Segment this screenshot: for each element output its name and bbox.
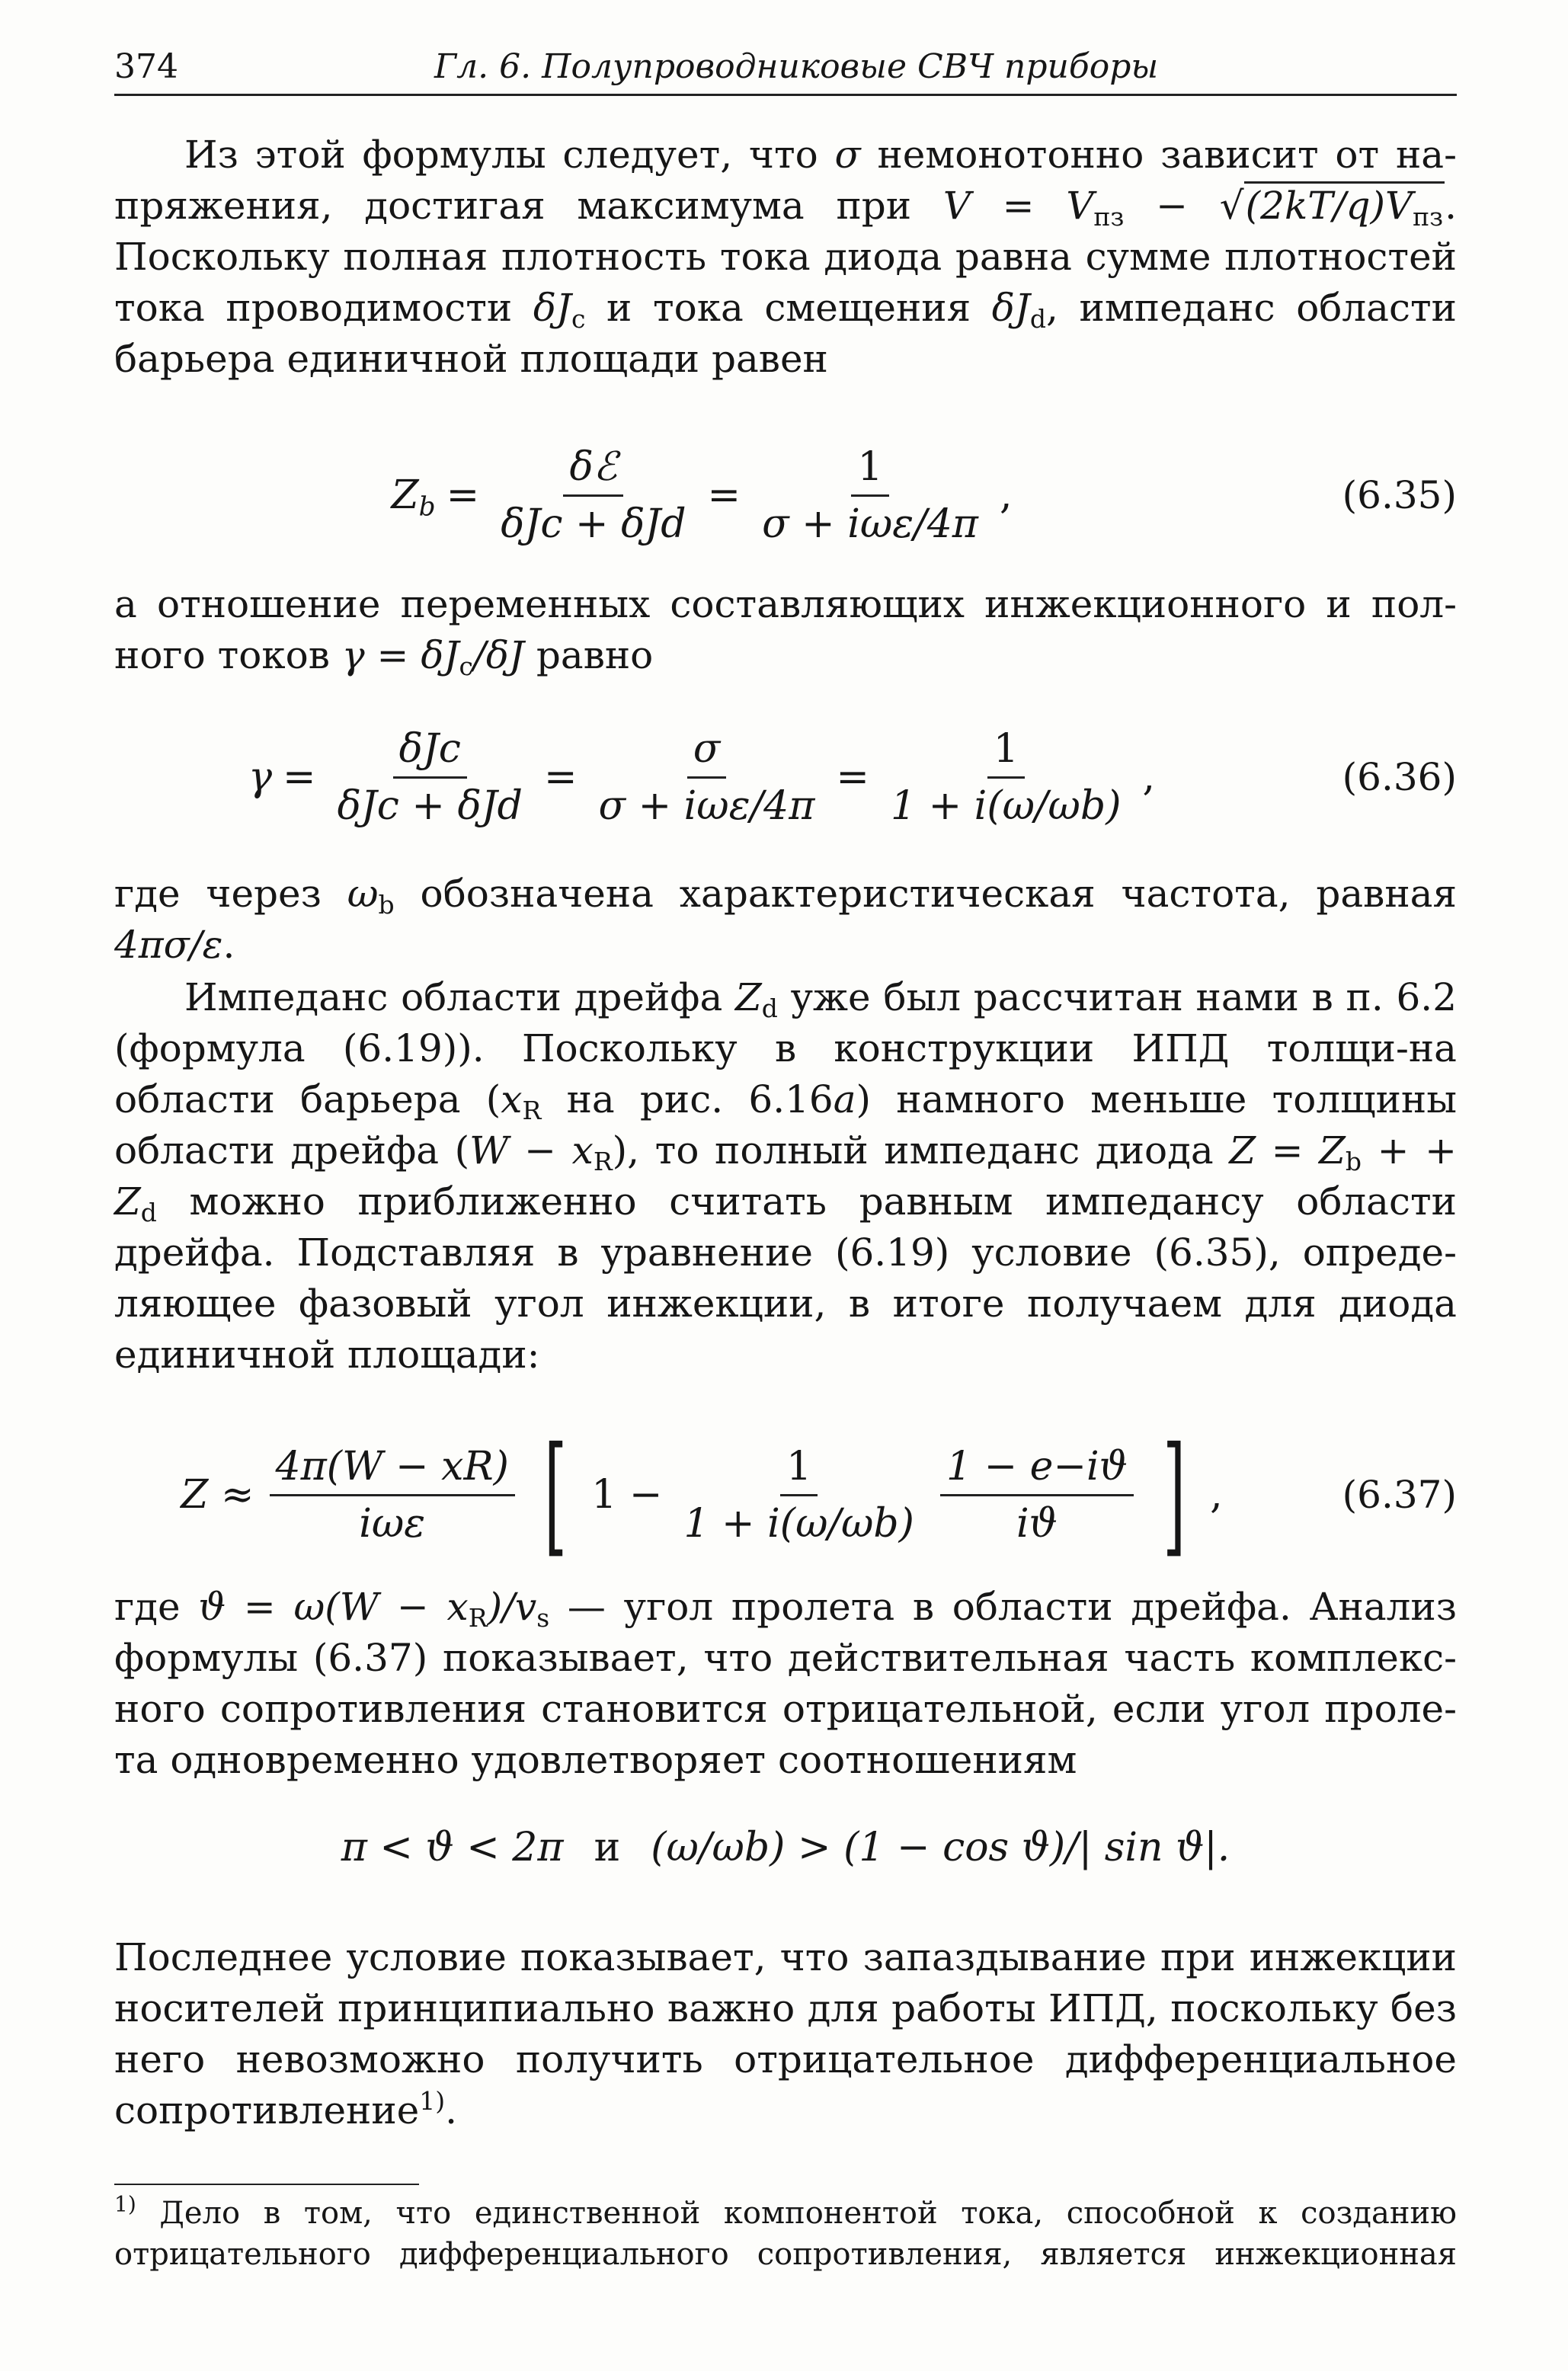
math-expr: 4πσ/ε — [114, 923, 223, 967]
page-number: 374 — [114, 47, 178, 86]
eq-equals: = — [543, 754, 578, 800]
denominator: δJc + δJd — [337, 782, 523, 829]
fraction — [331, 726, 529, 829]
eq-lhs: γ — [248, 754, 273, 800]
equation-6-37 — [114, 1419, 1457, 1571]
math-v: V — [1066, 184, 1094, 228]
footnote-mark: 1) — [114, 2191, 136, 2217]
paragraph-4 — [114, 972, 1457, 1381]
equation-6-36 — [114, 709, 1457, 846]
figure-letter: а — [833, 1077, 856, 1122]
numerator: δJc — [393, 726, 467, 779]
denominator: iωε — [359, 1500, 426, 1547]
text: ), то полный импеданс диода — [612, 1128, 1230, 1173]
math-equals: = — [970, 184, 1067, 228]
math-subscript: c — [571, 304, 586, 334]
text: можно приближенно считать равным импедансу области дрейфа. Подставляя в уравнение (6.19) условие (6.35), опреде-ляющее фазовый угол инжекции, в итоге получаем для диода единичной площади: — [114, 1179, 1457, 1377]
right-bracket: ] — [1163, 1419, 1186, 1570]
numerator: 1 — [987, 726, 1025, 779]
math-z: Z — [735, 975, 762, 1019]
math-subscript: d — [761, 994, 778, 1024]
footnote-rule — [114, 2184, 419, 2185]
numerator: 4π(W − xR) — [270, 1444, 515, 1496]
text: где через — [114, 872, 347, 916]
math-expr: )/v — [487, 1585, 537, 1629]
numerator: 1 − e−iϑ — [940, 1444, 1134, 1496]
eq-term: 1 − — [591, 1472, 663, 1518]
ineq-conjunction: и — [594, 1825, 621, 1870]
sqrt-body — [1244, 181, 1445, 232]
footnote-reference[interactable]: 1) — [419, 2085, 446, 2116]
text: уже был рассчитан нами в п. 6.2 (формула (6.19)). Поскольку в конструкции ИПД толщи-на области барьера ( — [114, 975, 1458, 1122]
math-subscript: пз — [1093, 202, 1125, 232]
eq-lhs: Z ≈ — [181, 1472, 254, 1518]
header-rule — [114, 94, 1457, 96]
math-subscript: s — [536, 1603, 550, 1633]
math-subscript: d — [140, 1198, 157, 1228]
text: Последнее условие показывает, что запаздывание при инжекции носителей принципиально важно для работы ИПД, поскольку без него невозможно получить отрицательное дифференциальное сопротивление — [114, 1935, 1457, 2133]
denominator: δJc + δJd — [501, 501, 686, 547]
math-theta: ϑ = ω(W − x — [198, 1585, 469, 1629]
eq-equals: = — [446, 472, 480, 518]
math-omega: ω — [347, 872, 379, 916]
text: а отношение переменных составляющих инжекционного и пол-ного токов — [114, 582, 1457, 677]
eq-equals: = — [836, 754, 869, 800]
paragraph-2 — [114, 579, 1457, 681]
eq-equals: = — [283, 754, 316, 800]
math-subscript: пз — [1413, 202, 1444, 232]
math-subscript: b — [378, 890, 395, 920]
denominator: 1 + i(ω/ωb) — [683, 1500, 914, 1547]
text: где — [114, 1585, 199, 1629]
math-v: V — [942, 184, 971, 228]
eq-equals: = — [707, 472, 741, 518]
inequality-body — [114, 1806, 1457, 1889]
equation-number: (6.37) — [1342, 1473, 1457, 1517]
fraction — [885, 726, 1128, 829]
text: — угол пролета в области дрейфа. Анализ формулы (6.37) показывает, что действительная часть комплекс-ного сопротивления становится отрицательной, если угол проле-та одновременно удовлетворяет соотношениям — [114, 1585, 1457, 1782]
text: . — [222, 923, 235, 967]
footnote-text: Дело в том, что единственной компонентой тока, способной к созданию отрицательного дифференциального сопротивления, является инжекционная — [114, 2196, 1457, 2272]
equation-number: (6.36) — [1342, 755, 1457, 799]
running-head: Гл. 6. Полупроводниковые СВЧ приборы — [434, 47, 1159, 86]
footnote — [114, 2193, 1457, 2275]
text: ) намного меньше толщины области дрейфа ( — [114, 1077, 1458, 1173]
math-djd: δJ — [991, 286, 1030, 330]
math-expr: + + Z — [114, 1128, 1458, 1224]
paragraph-3 — [114, 869, 1457, 971]
text: . Поскольку полная плотность тока диода равна сумме плотностей тока проводимости — [114, 184, 1457, 330]
left-bracket: [ — [544, 1419, 568, 1570]
text: и тока смещения — [585, 286, 992, 330]
numerator: δℰ — [563, 444, 623, 497]
eq-comma: , — [1210, 1472, 1223, 1518]
math-x: x — [501, 1077, 523, 1122]
fraction — [593, 726, 821, 829]
math-gamma: γ = δJ — [341, 633, 459, 677]
equation-body — [114, 427, 1289, 564]
text: обозначена характеристическая частота, равная — [394, 872, 1458, 916]
math-subscript: R — [468, 1603, 488, 1633]
denominator: iϑ — [1016, 1500, 1058, 1547]
paragraph-6 — [114, 1932, 1457, 2136]
math-subscript: d — [1029, 304, 1047, 334]
numerator: 1 — [780, 1444, 818, 1496]
text: на рис. 6.16 — [541, 1077, 834, 1122]
text: равно — [523, 633, 654, 677]
paragraph-5 — [114, 1582, 1457, 1786]
equation-number: (6.35) — [1342, 473, 1457, 517]
ineq-left: π < ϑ < 2π — [341, 1825, 564, 1870]
math-expr: W − x — [469, 1128, 594, 1173]
eq-lhs: $Z_b$ — [391, 472, 436, 523]
equation-body — [114, 1419, 1289, 1571]
denominator: σ + iωε/4π — [762, 501, 978, 547]
denominator: σ + iωε/4π — [598, 782, 815, 829]
math-djc: δJ — [533, 286, 571, 330]
numerator: σ — [687, 726, 727, 779]
math-subscript: R — [593, 1147, 613, 1177]
inequality — [114, 1806, 1457, 1889]
text: немонотонно зависит от на-пряжения, достигая максимума при — [114, 133, 1457, 228]
math-expr: /δJ — [472, 633, 524, 677]
numerator: 1 — [851, 444, 888, 497]
page-header — [114, 41, 1457, 96]
fraction — [756, 444, 984, 547]
equation-6-35 — [114, 427, 1457, 564]
math-subscript: R — [522, 1096, 542, 1126]
text: , импеданс области барьера единичной площади равен — [114, 286, 1457, 381]
eq-comma: , — [1142, 754, 1156, 800]
paragraph-1 — [114, 130, 1457, 385]
sqrt-sign: √ — [1219, 184, 1244, 228]
equation-body — [114, 709, 1289, 846]
text: Импеданс области дрейфа — [184, 975, 735, 1019]
math-subscript: c — [459, 651, 473, 682]
fraction — [940, 1444, 1134, 1547]
text: Из этой формулы следует, что — [184, 133, 835, 177]
eq-comma: , — [999, 472, 1013, 518]
math-expr: (2kT/q)V — [1245, 184, 1413, 228]
fraction — [677, 1444, 920, 1547]
denominator: 1 + i(ω/ωb) — [890, 782, 1122, 829]
fraction — [270, 1444, 515, 1547]
math-subscript: b — [1345, 1147, 1362, 1177]
text: . — [445, 2088, 458, 2133]
math-z: Z = Z — [1229, 1128, 1346, 1173]
ineq-right: (ω/ωb) > (1 − cos ϑ)/| sin ϑ|. — [651, 1825, 1230, 1870]
math-minus: − — [1124, 184, 1220, 228]
math-sigma: σ — [834, 133, 861, 177]
fraction — [494, 444, 692, 547]
